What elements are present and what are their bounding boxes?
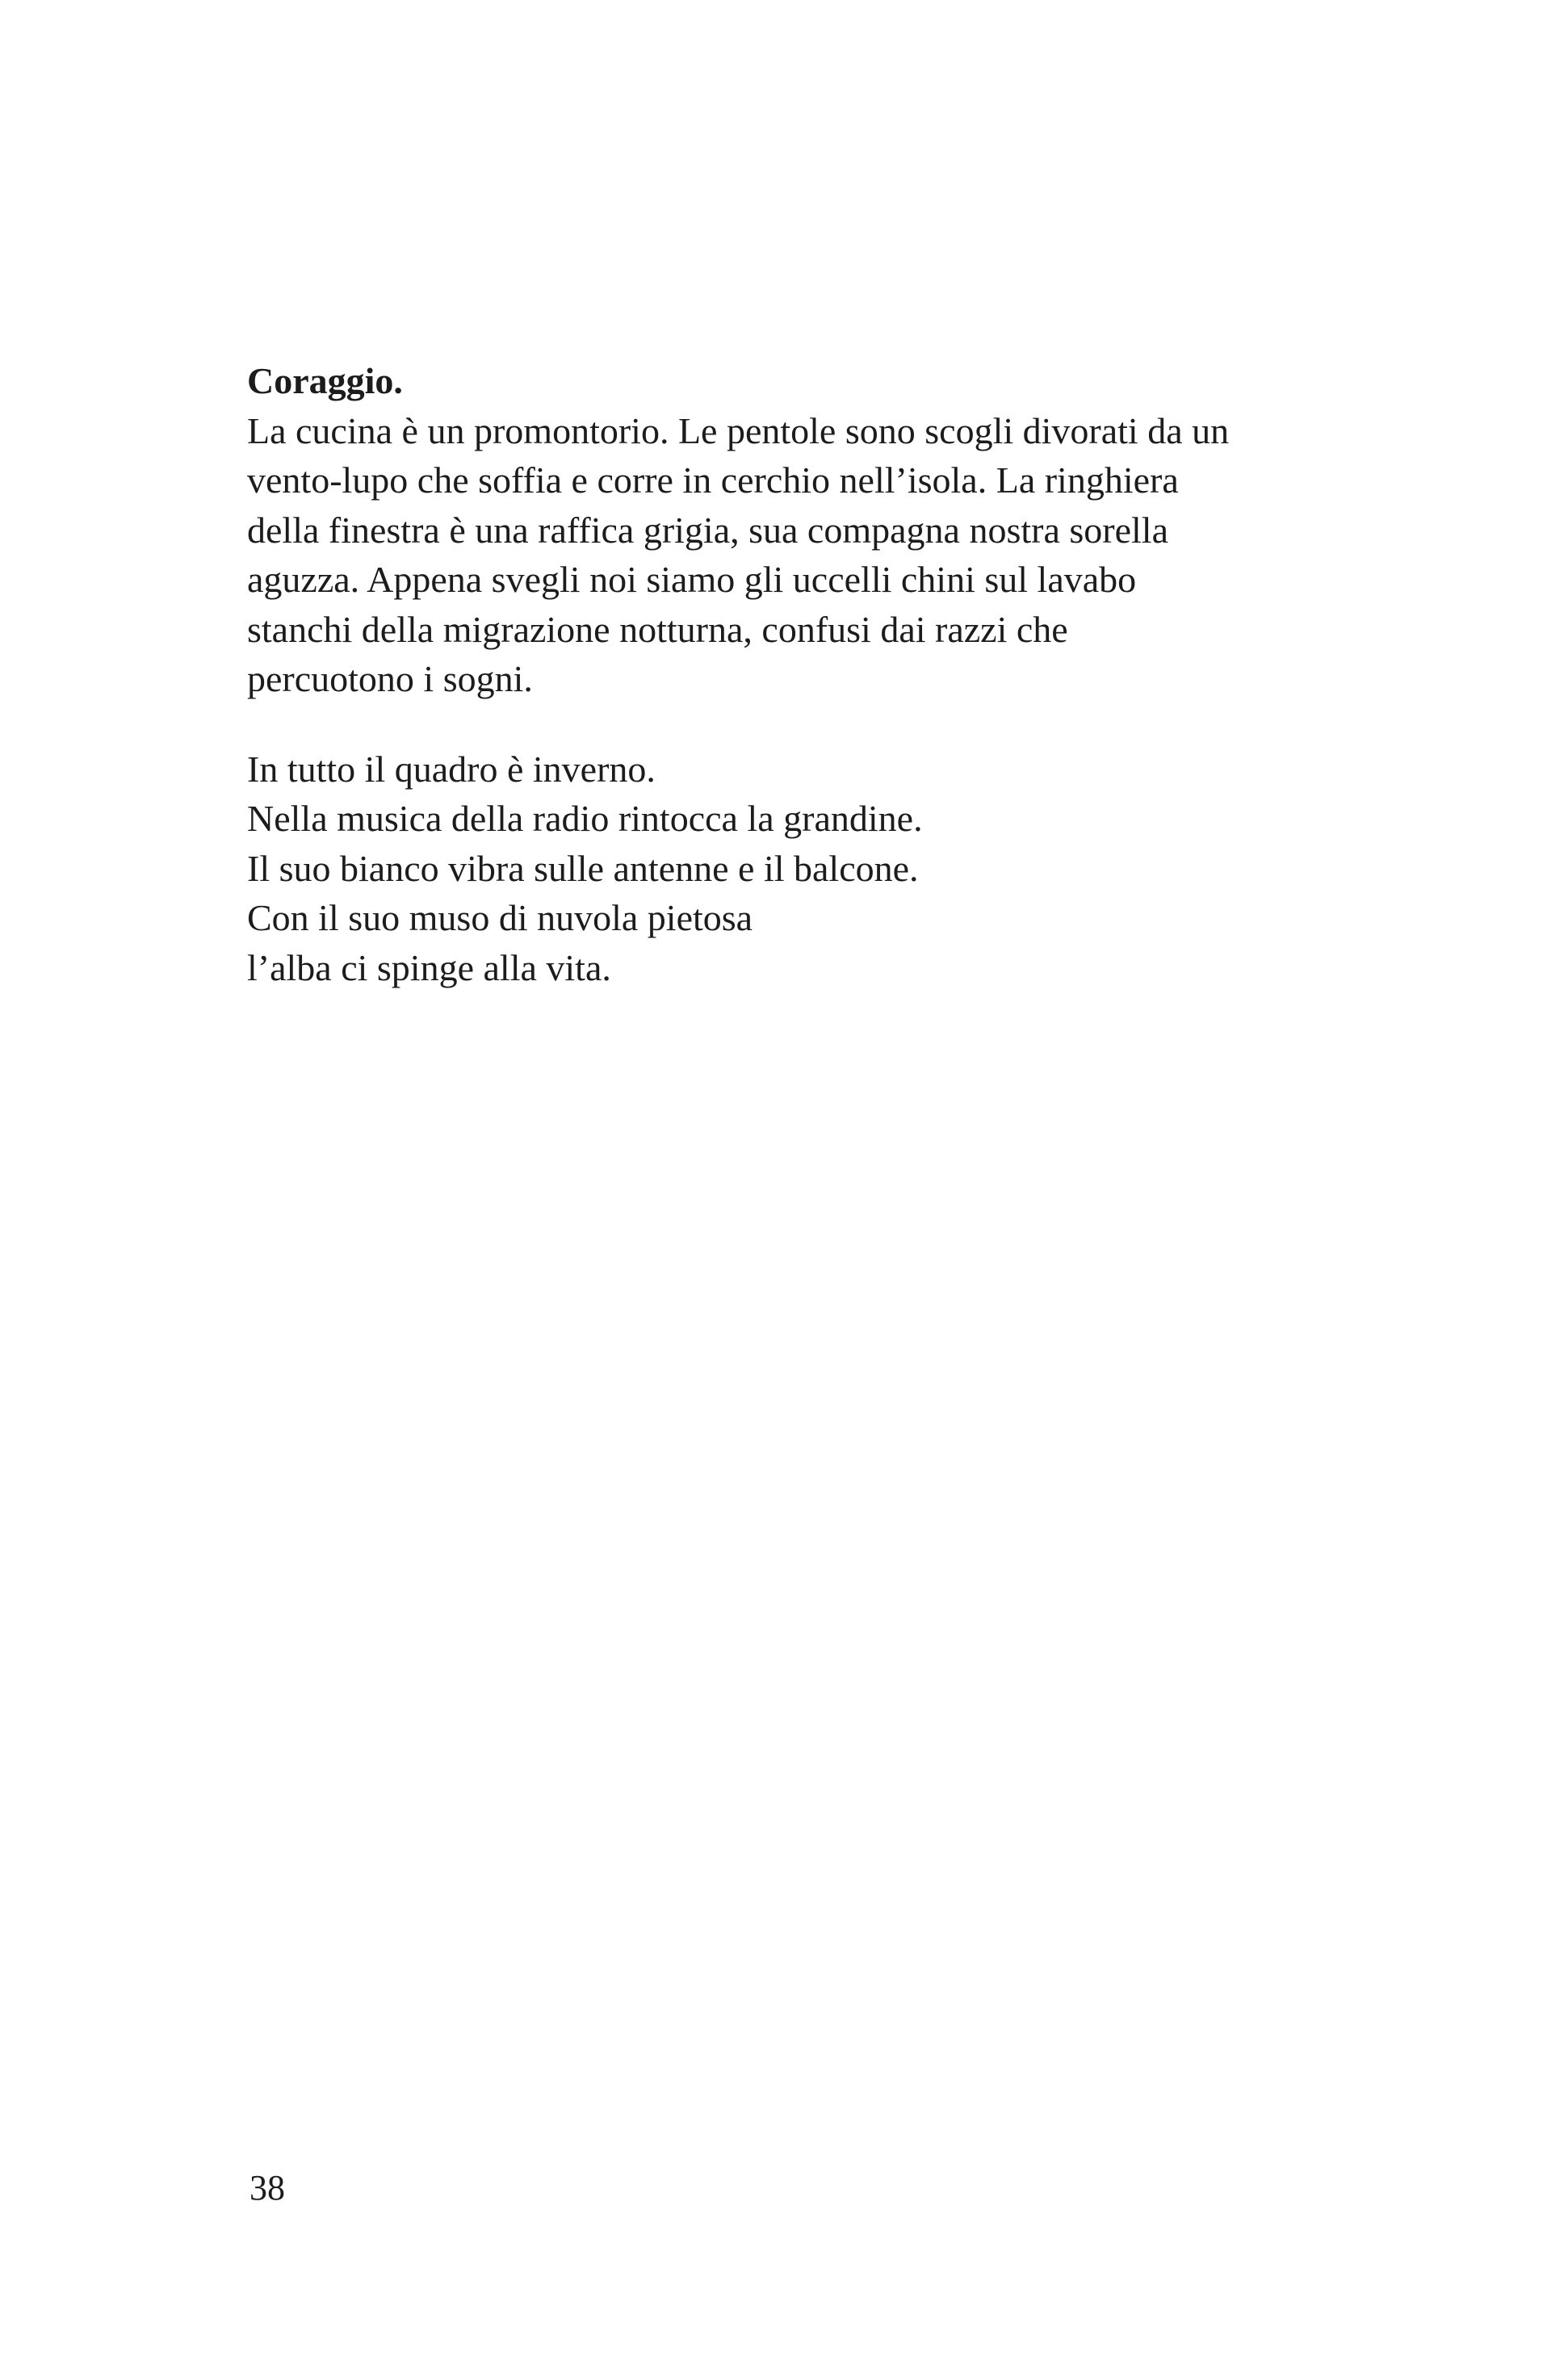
prose-stanza [247, 406, 1377, 704]
page-number: 38 [249, 2168, 285, 2208]
prose-line: aguzza. Appena svegli noi siamo gli uccelli chini sul lavabo [247, 559, 1137, 600]
prose-line: stanchi della migrazione notturna, confusi dai razzi che [247, 608, 1068, 650]
verse-line: Con il suo muso di nuvola pietosa [247, 897, 753, 938]
poem-title: Coraggio. [247, 360, 403, 401]
stanza-break [247, 704, 1377, 744]
prose-line: percuotono i sogni. [247, 658, 533, 699]
prose-line: della finestra è una raffica grigia, sua compagna nostra sorella [247, 509, 1168, 551]
prose-line: La cucina è un promontorio. Le pentole sono scogli divorati da un [247, 409, 1230, 451]
verse-line: In tutto il quadro è inverno. [247, 748, 656, 790]
verse-stanza [247, 744, 1377, 993]
verse-line: Il suo bianco vibra sulle antenne e il balcone. [247, 847, 919, 889]
prose-line: vento-lupo che soffia e corre in cerchio nell’isola. La ringhiera [247, 459, 1179, 501]
verse-line: Nella musica della radio rintocca la grandine. [247, 798, 923, 839]
verse-line: l’alba ci spinge alla vita. [247, 946, 611, 988]
poem [247, 356, 1377, 992]
